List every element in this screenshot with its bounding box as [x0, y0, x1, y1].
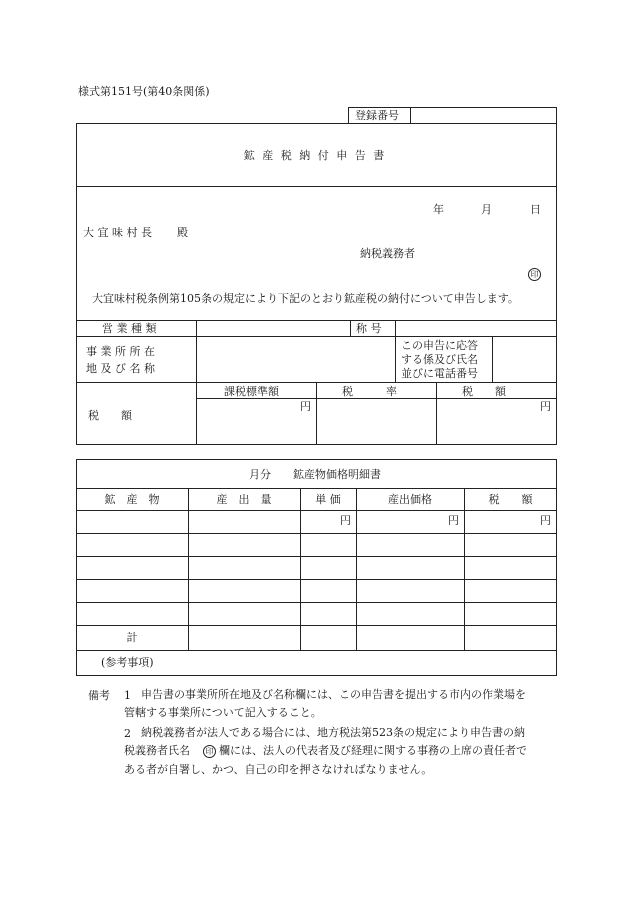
yen-label: 円 — [540, 514, 551, 527]
detail-header-unit-price: 単 価 — [315, 493, 341, 506]
tax-base-label: 課税標準額 — [224, 385, 279, 398]
detail-header-tax: 税 額 — [488, 493, 533, 506]
seal-icon: 印 — [203, 744, 216, 758]
note-2-line2a: 税義務者氏名 — [124, 744, 190, 757]
registration-number-label: 登録番号 — [355, 109, 399, 122]
tax-amount-header: 税 額 — [462, 385, 506, 398]
divider — [76, 625, 557, 626]
date-year: 年 — [433, 203, 444, 216]
divider — [300, 488, 301, 650]
contact-field[interactable] — [493, 337, 556, 381]
note-1-line1: 申告書の事業所所在地及び名称欄には、この申告書を提出する市内の作業場を — [141, 688, 526, 701]
note-2-line1: 納税義務者が法人である場合には、地方税法第523条の規定により申告書の納 — [141, 726, 525, 739]
yen-label: 円 — [448, 514, 459, 527]
date-month: 月 — [481, 203, 492, 216]
contact-label-line1: この申告に応答 — [401, 339, 478, 352]
detail-header-mineral: 鉱 産 物 — [104, 493, 160, 506]
declaration-text: 大宜味村税条例第105条の規定により下記のとおり鉱産税の納付について申告します。 — [92, 292, 519, 305]
office-field[interactable] — [197, 337, 394, 381]
detail-header-output: 産 出 量 — [216, 493, 272, 506]
form-number: 様式第151号(第40条関係) — [78, 85, 210, 98]
reference-field[interactable] — [189, 651, 556, 675]
honorific: 殿 — [177, 226, 188, 239]
divider — [76, 510, 557, 511]
taxpayer-label: 納税義務者 — [360, 247, 415, 260]
notes-label: 備考 — [88, 689, 110, 702]
tax-rate-field[interactable] — [317, 399, 435, 444]
contact-label-line2: する係及び氏名 — [401, 353, 478, 366]
tax-rate-label: 税 率 — [342, 385, 397, 398]
office-label-line1: 事 業 所 所 在 — [86, 345, 155, 358]
note-number: 2 — [124, 727, 131, 740]
registration-number-field[interactable] — [411, 108, 556, 123]
reference-label: (参考事項) — [101, 656, 154, 669]
detail-table — [76, 459, 557, 676]
divider — [464, 488, 465, 650]
detail-header-output-value: 産出価格 — [388, 493, 432, 506]
total-label: 計 — [126, 631, 138, 644]
divider — [76, 488, 557, 489]
yen-label: 円 — [300, 400, 311, 413]
divider — [350, 320, 351, 336]
addressee: 大 宜 味 村 長 — [83, 226, 152, 239]
yen-label: 円 — [340, 514, 351, 527]
business-type-label: 営 業 種 類 — [102, 322, 157, 335]
name-field[interactable] — [396, 321, 556, 335]
note-1-line2: 管轄する事業所について記入すること。 — [124, 706, 322, 719]
divider — [188, 488, 189, 650]
contact-label-line3: 並びに電話番号 — [401, 367, 478, 380]
note-2-line3: ある者が自署し、かつ、自己の印を押さなければなりません。 — [124, 763, 433, 776]
yen-label: 円 — [540, 400, 551, 413]
tax-amount-field[interactable] — [437, 399, 556, 444]
note-2-line2b: 欄には、法人の代表者及び経理に関する事務の上席の責任者で — [219, 744, 527, 757]
name-label: 称 号 — [356, 322, 382, 335]
tax-amount-label: 税 額 — [88, 409, 132, 422]
form-title: 鉱 産 税 納 付 申 告 書 — [243, 149, 387, 162]
divider — [76, 186, 557, 187]
seal-icon: 印 — [528, 267, 541, 281]
tax-base-field[interactable] — [197, 399, 315, 444]
divider — [356, 488, 357, 650]
note-number: 1 — [124, 689, 131, 702]
date-day: 日 — [530, 203, 541, 216]
divider — [76, 579, 557, 580]
divider — [76, 602, 557, 603]
office-label-line2: 地 及 び 名 称 — [86, 362, 155, 375]
divider — [76, 556, 557, 557]
divider — [76, 533, 557, 534]
business-type-field[interactable] — [197, 321, 349, 335]
detail-title: 月分 鉱産物価格明細書 — [249, 468, 381, 481]
